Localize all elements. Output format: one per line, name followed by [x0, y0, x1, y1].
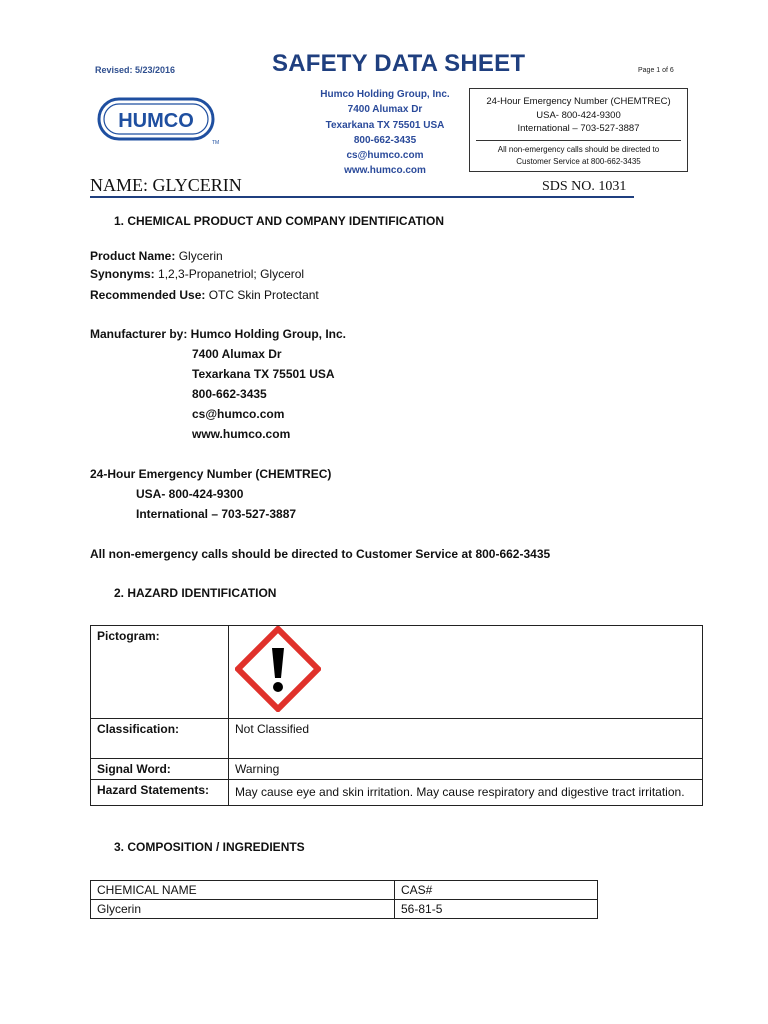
- pictogram-label: Pictogram:: [91, 626, 229, 719]
- manufacturer-street: 7400 Alumax Dr: [192, 347, 282, 361]
- page-title: SAFETY DATA SHEET: [272, 50, 526, 77]
- section2-heading: 2. HAZARD IDENTIFICATION: [114, 586, 277, 600]
- emergency-label: 24-Hour Emergency Number (CHEMTREC): [90, 467, 332, 481]
- manufacturer-phone: 800-662-3435: [192, 387, 267, 401]
- logo-text: HUMCO: [118, 110, 194, 132]
- recommended-use-row: [90, 285, 319, 305]
- classification-row: [91, 719, 703, 759]
- name-underline: [90, 196, 634, 198]
- hazard-table: [90, 625, 703, 806]
- humco-logo: [96, 96, 222, 146]
- synonyms-value: 1,2,3-Propanetriol; Glycerol: [154, 267, 305, 281]
- table-row: [91, 900, 598, 919]
- classification-label: Classification:: [91, 719, 229, 759]
- company-name: Humco Holding Group, Inc.: [320, 89, 450, 100]
- emergency-usa: USA- 800-424-9300: [136, 487, 244, 501]
- classification-value: Not Classified: [229, 719, 703, 759]
- manufacturer-website[interactable]: www.humco.com: [192, 427, 291, 441]
- signal-word-value: Warning: [229, 759, 703, 780]
- pictogram-row: [91, 626, 703, 719]
- hazard-statements-value: May cause eye and skin irritation. May cause respiratory and digestive tract irritation.: [229, 780, 703, 806]
- company-phone: 800-662-3435: [353, 134, 417, 146]
- company-email[interactable]: cs@humco.com: [346, 150, 424, 162]
- emergency-intl: International – 703-527-3887: [136, 507, 297, 521]
- synonyms-label: Synonyms:: [90, 267, 155, 281]
- emergency-box-usa: USA- 800-424-9300: [536, 109, 621, 121]
- product-name-heading: NAME: GLYCERIN: [90, 175, 242, 195]
- synonyms-row: [90, 264, 304, 284]
- emergency-box-note1: All non-emergency calls should be directed to: [497, 144, 660, 154]
- section3-heading: 3. COMPOSITION / INGREDIENTS: [114, 840, 305, 854]
- column-header-chemical-name: CHEMICAL NAME: [91, 881, 395, 900]
- company-city: Texarkana TX 75501 USA: [325, 119, 445, 131]
- product-name-label: Product Name:: [90, 249, 176, 263]
- emergency-box: [469, 88, 688, 172]
- emergency-box-intl: International – 703-527-3887: [517, 123, 640, 134]
- company-street: 7400 Alumax Dr: [347, 104, 423, 116]
- signal-word-label: Signal Word:: [91, 759, 229, 780]
- company-website[interactable]: www.humco.com: [344, 165, 426, 177]
- hazard-statements-row: [91, 780, 703, 806]
- logo-tm: TM: [212, 140, 220, 146]
- emergency-box-title: 24-Hour Emergency Number (CHEMTREC): [486, 96, 671, 107]
- product-name-value: Glycerin: [175, 249, 223, 263]
- sds-number: SDS NO. 1031: [542, 179, 627, 194]
- chemical-name-cell: Glycerin: [91, 900, 395, 919]
- product-name-row: [90, 246, 223, 266]
- non-emergency-note: All non-emergency calls should be directed to Customer Service at 800-662-3435: [90, 547, 551, 561]
- company-address-block: [295, 87, 475, 179]
- emergency-box-divider: [476, 140, 681, 141]
- signal-word-row: [91, 759, 703, 780]
- revised-date: Revised: 5/23/2016: [95, 65, 176, 75]
- section1-heading: 1. CHEMICAL PRODUCT AND COMPANY IDENTIFICATION: [114, 214, 445, 228]
- manufacturer-email[interactable]: cs@humco.com: [192, 407, 285, 421]
- page-number: Page 1 of 6: [638, 67, 674, 74]
- exclamation-mark-ghs-icon: [235, 626, 321, 712]
- manufacturer-label: Manufacturer by: Humco Holding Group, Inc.: [90, 327, 347, 341]
- manufacturer-city: Texarkana TX 75501 USA: [192, 367, 335, 381]
- recommended-use-label: Recommended Use:: [90, 288, 206, 302]
- ingredients-header-row: [91, 881, 598, 900]
- hazard-statements-label: Hazard Statements:: [91, 780, 229, 806]
- column-header-cas: CAS#: [395, 881, 598, 900]
- cas-number-cell: 56-81-5: [395, 900, 598, 919]
- recommended-use-value: OTC Skin Protectant: [205, 288, 319, 302]
- emergency-box-note2: Customer Service at 800-662-3435: [516, 156, 641, 166]
- ingredients-table: [90, 880, 598, 919]
